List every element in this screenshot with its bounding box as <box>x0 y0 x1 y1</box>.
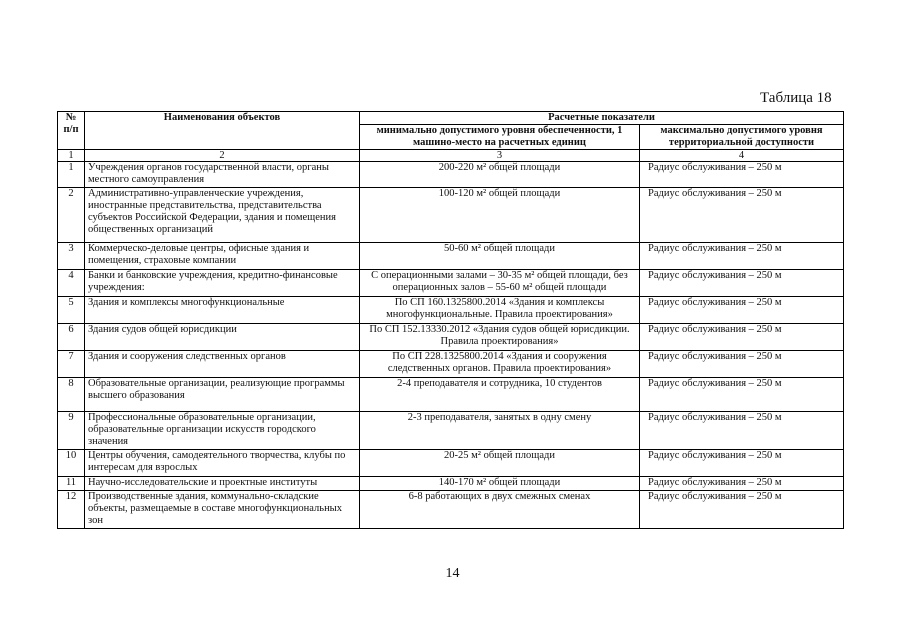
row-radius: Радиус обслуживания – 250 м <box>640 450 844 477</box>
row-value: 50-60 м² общей площади <box>360 243 640 270</box>
row-radius: Радиус обслуживания – 250 м <box>640 188 844 243</box>
table-row <box>58 188 844 243</box>
row-name: Центры обучения, самодеятельного творчества, клубы по интересам для взрослых <box>85 450 360 477</box>
row-name: Коммерческо-деловые центры, офисные здания и помещения, страховые компании <box>85 243 360 270</box>
row-name: Профессиональные образовательные организации, образовательные организации искусств городского значения <box>85 412 360 450</box>
row-radius: Радиус обслуживания – 250 м <box>640 243 844 270</box>
row-num: 3 <box>58 243 85 270</box>
row-value: По СП 152.13330.2012 «Здания судов общей юрисдикции. Правила проектирования» <box>360 324 640 351</box>
row-name: Здания и комплексы многофункциональные <box>85 297 360 324</box>
row-value: С операционными залами – 30-35 м² общей площади, без операционных залов – 55-60 м² общей площади <box>360 270 640 297</box>
row-num: 2 <box>58 188 85 243</box>
index-cell: 2 <box>85 150 360 162</box>
row-value: 2-4 преподавателя и сотрудника, 10 студентов <box>360 378 640 412</box>
row-name: Научно-исследовательские и проектные институты <box>85 477 360 491</box>
table-row <box>58 450 844 477</box>
table-row <box>58 243 844 270</box>
row-name: Административно-управленческие учреждения, иностранные представительства, представительства субъектов Российской Федерации, здания и помещения общественных организаций <box>85 188 360 243</box>
header-calc: Расчетные показатели <box>360 112 844 125</box>
page-number: 14 <box>445 566 460 581</box>
row-radius: Радиус обслуживания – 250 м <box>640 162 844 188</box>
row-name: Производственные здания, коммунально-складские объекты, размещаемые в составе многофункциональных зон <box>85 491 360 529</box>
row-radius: Радиус обслуживания – 250 м <box>640 378 844 412</box>
row-radius: Радиус обслуживания – 250 м <box>640 351 844 378</box>
row-radius: Радиус обслуживания – 250 м <box>640 412 844 450</box>
table-caption: Таблица 18 <box>760 90 832 106</box>
row-num: 4 <box>58 270 85 297</box>
row-num: 1 <box>58 162 85 188</box>
row-name: Здания судов общей юрисдикции <box>85 324 360 351</box>
table-row <box>58 162 844 188</box>
row-num: 7 <box>58 351 85 378</box>
index-cell: 3 <box>360 150 640 162</box>
row-radius: Радиус обслуживания – 250 м <box>640 270 844 297</box>
row-value: 2-3 преподавателя, занятых в одну смену <box>360 412 640 450</box>
header-min: минимально допустимого уровня обеспеченности, 1 машино-место на расчетных единиц <box>360 125 640 150</box>
header-name: Наименования объектов <box>85 112 360 150</box>
index-cell: 1 <box>58 150 85 162</box>
row-num: 10 <box>58 450 85 477</box>
table-row <box>58 477 844 491</box>
table-row <box>58 297 844 324</box>
row-num: 6 <box>58 324 85 351</box>
row-num: 12 <box>58 491 85 529</box>
header-num: № п/п <box>58 112 85 150</box>
row-radius: Радиус обслуживания – 250 м <box>640 491 844 529</box>
row-name: Учреждения органов государственной власти, органы местного самоуправления <box>85 162 360 188</box>
row-num: 8 <box>58 378 85 412</box>
index-row <box>58 150 844 162</box>
row-value: 140-170 м² общей площади <box>360 477 640 491</box>
indicators-table <box>57 111 844 529</box>
table-row <box>58 491 844 529</box>
row-name: Здания и сооружения следственных органов <box>85 351 360 378</box>
row-name: Образовательные организации, реализующие программы высшего образования <box>85 378 360 412</box>
table-row <box>58 378 844 412</box>
row-value: 100-120 м² общей площади <box>360 188 640 243</box>
row-radius: Радиус обслуживания – 250 м <box>640 324 844 351</box>
table-row <box>58 270 844 297</box>
table-row <box>58 324 844 351</box>
row-value: По СП 160.1325800.2014 «Здания и комплексы многофункциональные. Правила проектирования» <box>360 297 640 324</box>
row-name: Банки и банковские учреждения, кредитно-финансовые учреждения: <box>85 270 360 297</box>
row-value: 6-8 работающих в двух смежных сменах <box>360 491 640 529</box>
row-radius: Радиус обслуживания – 250 м <box>640 297 844 324</box>
header-max: максимально допустимого уровня территориальной доступности <box>640 125 844 150</box>
table-row <box>58 412 844 450</box>
row-value: По СП 228.1325800.2014 «Здания и сооружения следственных органов. Правила проектирования» <box>360 351 640 378</box>
row-value: 200-220 м² общей площади <box>360 162 640 188</box>
table-row <box>58 351 844 378</box>
index-cell: 4 <box>640 150 844 162</box>
row-value: 20-25 м² общей площади <box>360 450 640 477</box>
row-num: 9 <box>58 412 85 450</box>
row-radius: Радиус обслуживания – 250 м <box>640 477 844 491</box>
row-num: 5 <box>58 297 85 324</box>
row-num: 11 <box>58 477 85 491</box>
